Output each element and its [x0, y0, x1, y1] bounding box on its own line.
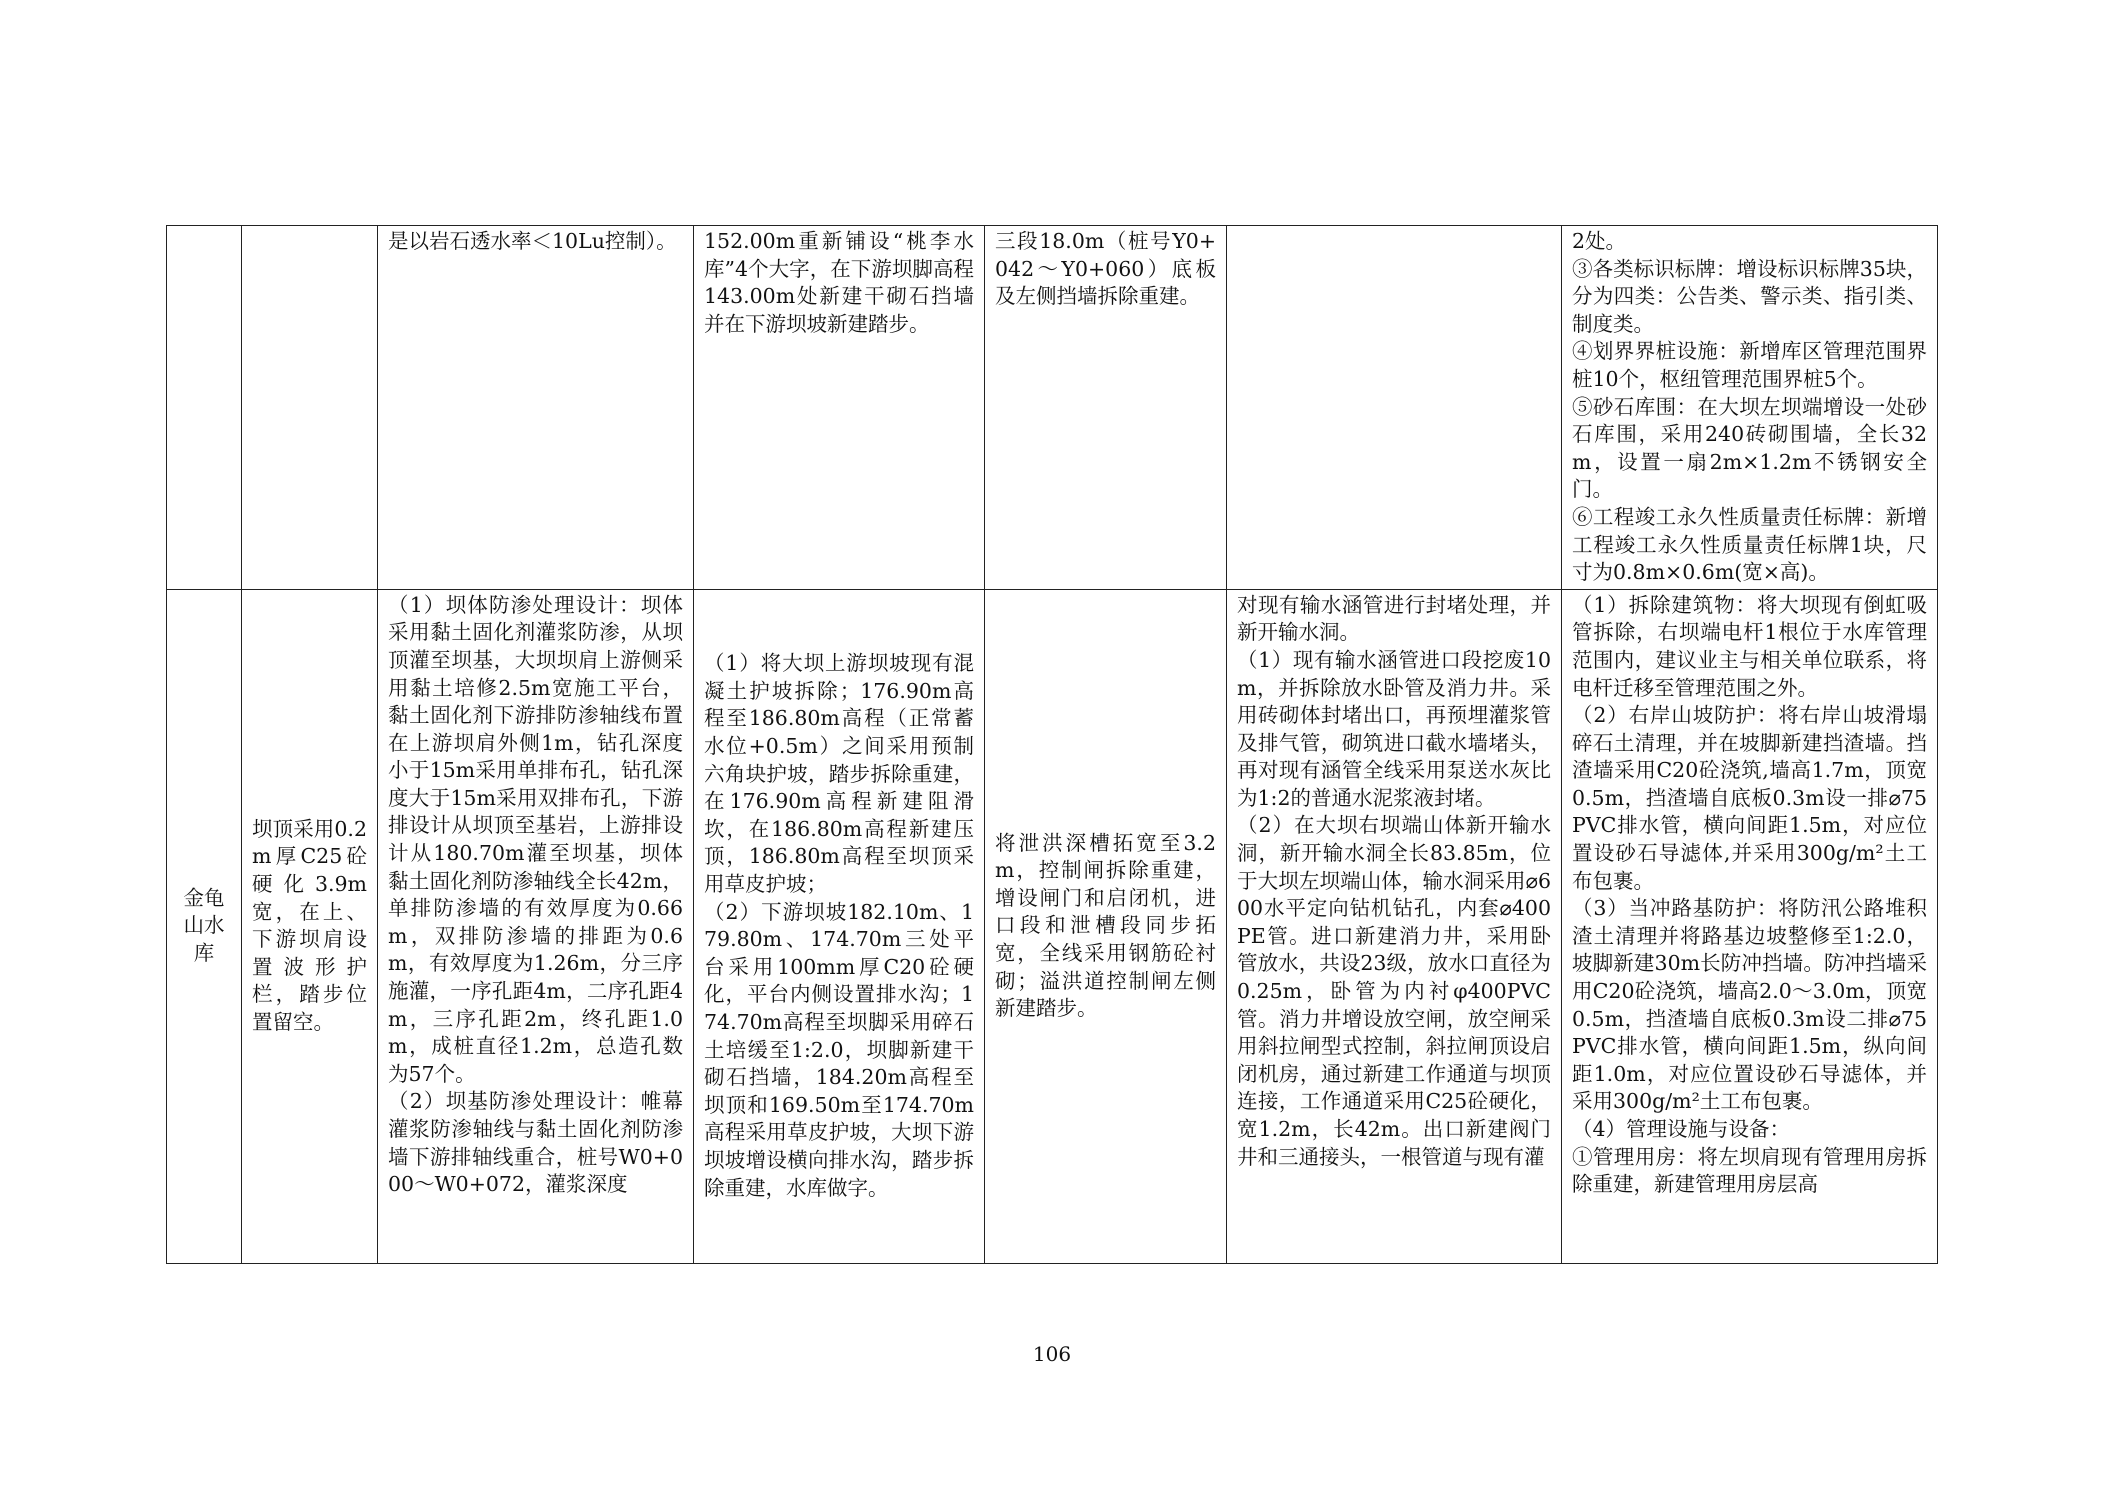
paragraph: （2）坝基防渗处理设计：帷幕灌浆防渗轴线与黏土固化剂防渗墙下游排轴线重合，桩号W0+000～W0+072，灌浆深度 — [388, 1089, 683, 1197]
table-row — [167, 226, 1938, 590]
row2-slope-cell — [694, 589, 985, 1263]
row1-slope-cell — [694, 226, 985, 590]
paragraph: （1）坝体防渗处理设计：坝体采用黏土固化剂灌浆防渗，从坝顶灌至坝基，大坝坝肩上游侧采用黏土培修2.5m宽施工平台，黏土固化剂下游排防渗轴线布置在上游坝肩外侧1m，钻孔深度小于15m采用单排布孔，钻孔深度大于15m采用双排布孔，下游排设计从坝顶至基岩，上游排设计从180.70m灌至坝基，坝体黏土固化剂防渗轴线全长42m，单排防渗墙的有效厚度为0.66m，双排防渗墙的排距为0.6m，有效厚度为1.26m，分三序施灌，一序孔距4m，二序孔距4m，三序孔距2m，终孔距1.0m，成桩直径1.2m，总造孔数为57个。 — [388, 592, 683, 1086]
row2-reservoir-cell — [167, 589, 242, 1263]
paragraph: 三段18.0m（桩号Y0+042～Y0+060）底板及左侧挡墙拆除重建。 — [995, 229, 1216, 309]
row1-reservoir-cell — [167, 226, 242, 590]
paragraph: ③各类标识标牌：增设标识标牌35块，分为四类：公告类、警示类、指引类、制度类。 — [1572, 256, 1927, 336]
paragraph: 对现有输水涵管进行封堵处理，并新开输水洞。 — [1237, 592, 1551, 645]
paragraph: （2）右岸山坡防护：将右岸山坡滑塌碎石土清理，并在坡脚新建挡渣墙。挡渣墙采用C20砼浇筑,墙高1.7m，顶宽0.5m，挡渣墙自底板0.3m设一排⌀75PVC排水管，横向间距1.5m，对应位置设砂石导滤体,并采用300g/m²土工布包裹。 — [1572, 703, 1927, 893]
row2-seepage-cell — [378, 589, 694, 1263]
paragraph: 坝顶采用0.2m厚C25砼硬化3.9m宽，在上、下游坝肩设置波形护栏，踏步位置留空。 — [252, 816, 367, 1034]
paragraph: （1）现有输水涵管进口段挖废10m，并拆除放水卧管及消力井。采用砖砌体封堵出口，再预埋灌浆管及排气管，砌筑进口截水墙堵头，再对现有涵管全线采用泵送水灰比为1:2的普通水泥浆液封堵。 — [1237, 647, 1551, 810]
paragraph: （2）下游坝坡182.10m、179.80m、174.70m三处平台采用100mm厚C20砼硬化，平台内侧设置排水沟；174.70m高程至坝脚采用碎石土培缓至1:2.0，坝脚新建干砌石挡墙，184.20m高程至坝顶和169.50m至174.70m高程采用草皮护坡，大坝下游坝坡增设横向排水沟，踏步拆除重建，水库做字。 — [704, 899, 974, 1200]
row1-culvert-cell — [1227, 226, 1562, 590]
row1-seepage-cell — [378, 226, 694, 590]
page-number: 106 — [1032, 1342, 1072, 1366]
paragraph: ⑥工程竣工永久性质量责任标牌：新增工程竣工永久性质量责任标牌1块，尺寸为0.8m×0.6m(宽×高)。 — [1572, 504, 1927, 585]
paragraph: ⑤砂石库围：在大坝左坝端增设一处砂石库围，采用240砖砌围墙，全长32m，设置一扇2m×1.2m不锈钢安全门。 — [1572, 394, 1927, 502]
paragraph: ①管理用房：将左坝肩现有管理用房拆除重建，新建管理用房层高 — [1572, 1144, 1927, 1197]
engineering-measures-table — [166, 225, 1938, 1264]
row1-other-cell — [1562, 226, 1938, 590]
row2-culvert-cell — [1227, 589, 1562, 1263]
paragraph: 2处。 — [1572, 229, 1627, 253]
paragraph: 152.00m重新铺设“桃李水库”4个大字，在下游坝脚高程143.00m处新建干砌石挡墙并在下游坝坡新建踏步。 — [704, 229, 974, 336]
paragraph: （1）拆除建筑物：将大坝现有倒虹吸管拆除，右坝端电杆1根位于水库管理范围内，建议业主与相关单位联系，将电杆迁移至管理范围之外。 — [1572, 592, 1927, 700]
paragraph: （1）将大坝上游坝坡现有混凝土护坡拆除；176.90m高程至186.80m高程（正常蓄水位+0.5m）之间采用预制六角块护坡，踏步拆除重建，在176.90m高程新建阻滑坎，在186.80m高程新建压顶，186.80m高程至坝顶采用草皮护坡； — [704, 651, 974, 897]
paragraph: ④划界界桩设施：新增库区管理范围界桩10个，枢纽管理范围界桩5个。 — [1572, 339, 1927, 391]
paragraph: （2）在大坝右坝端山体新开输水洞，新开输水洞全长83.85m，位于大坝左坝端山体，输水洞采用⌀600水平定向钻机钻孔，内套⌀400PE管。进口新建消力井，采用卧管放水，共设23级，放水口直径为0.25m，卧管为内衬φ400PVC管。消力井增设放空闸，放空闸采用斜拉闸型式控制，斜拉闸顶设启闭机房，通过新建工作通道与坝顶连接，工作通道采用C25砼硬化，宽1.2m，长42m。出口新建阀门井和三通接头，一根管道与现有灌 — [1237, 813, 1551, 1169]
paragraph: （3）当冲路基防护：将防汛公路堆积渣土清理并将路基边坡整修至1:2.0，坡脚新建30m长防冲挡墙。防冲挡墙采用C20砼浇筑，墙高2.0～3.0m，顶宽0.5m，挡渣墙自底板0.3m设二排⌀75PVC排水管，横向间距1.5m，纵向间距1.0m，对应位置设砂石导滤体，并采用300g/m²土工布包裹。 — [1572, 896, 1927, 1114]
row1-dam-crest-cell — [242, 226, 378, 590]
paragraph: 是以岩石透水率＜10Lu控制）。 — [388, 229, 677, 253]
row1-spillway-cell — [985, 226, 1227, 590]
row2-other-cell — [1562, 589, 1938, 1263]
paragraph: （4）管理设施与设备： — [1572, 1117, 1791, 1141]
row2-dam-crest-cell — [242, 589, 378, 1263]
paragraph: 将泄洪深槽拓宽至3.2m，控制闸拆除重建，增设闸门和启闭机，进口段和泄槽段同步拓宽，全线采用钢筋砼衬砌；溢洪道控制闸左侧新建踏步。 — [995, 830, 1216, 1021]
row2-spillway-cell — [985, 589, 1227, 1263]
table-row — [167, 589, 1938, 1263]
reservoir-name: 金龟山水库 — [183, 885, 225, 966]
